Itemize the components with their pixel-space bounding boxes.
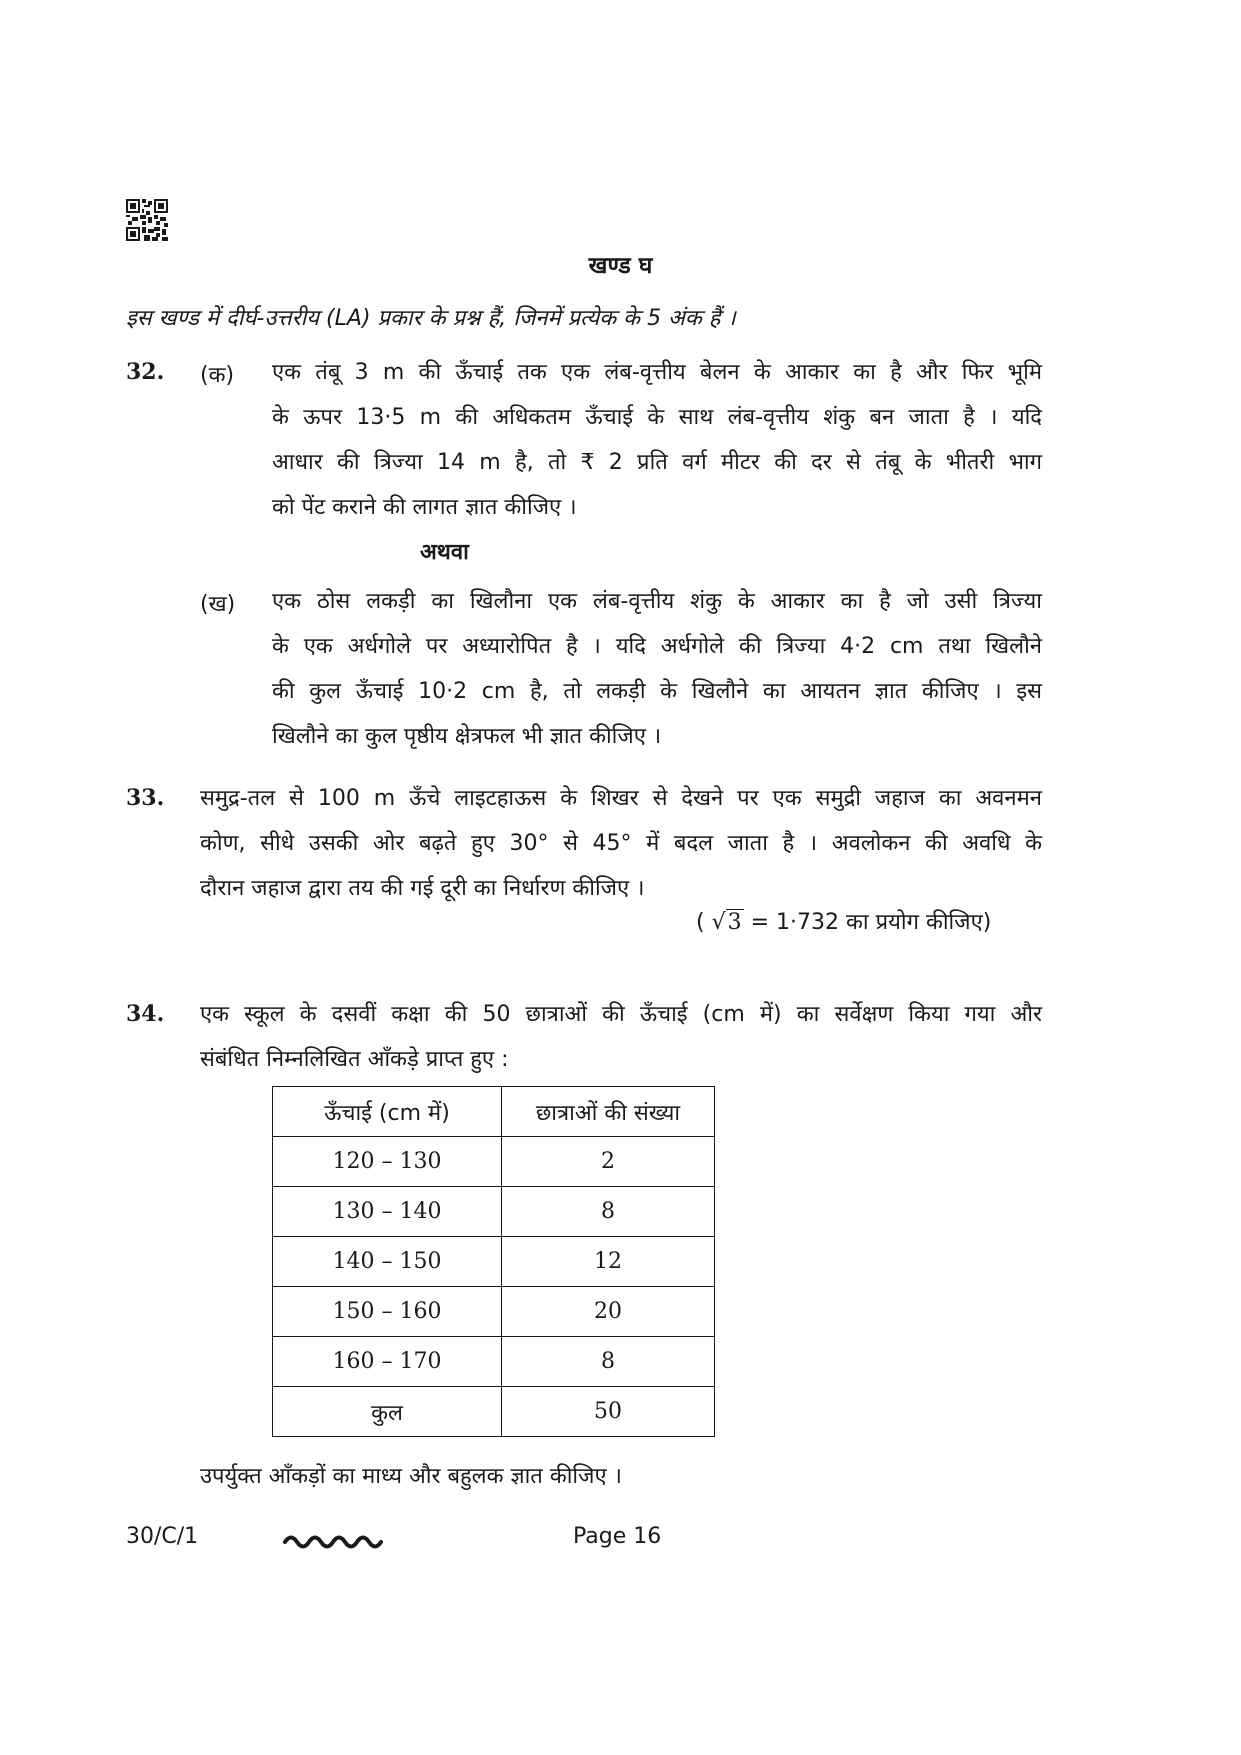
text-line: की कुल ऊँचाई 10·2 cm है, तो लकड़ी के खिलौने का आयतन ज्ञात कीजिए । इस [272, 679, 1042, 704]
table-cell: 8 [502, 1187, 715, 1237]
question-number-34: 34. [126, 1001, 165, 1027]
sqrt-expression [712, 909, 744, 935]
text-line: एक तंबू 3 m की ऊँचाई तक एक लंब-वृत्तीय बेलन के आकार का है और फिर भूमि [272, 360, 1042, 385]
q33-text [200, 776, 1042, 911]
q34-question: उपर्युक्त आँकड़ों का माध्य और बहुलक ज्ञात कीजिए । [200, 1464, 622, 1489]
text-line: को पेंट कराने की लागत ज्ञात कीजिए । [272, 495, 577, 520]
table-cell: कुल [273, 1387, 502, 1437]
q34-text [200, 992, 1042, 1082]
table-cell: 140 – 150 [273, 1237, 502, 1287]
q32-part-b-text [272, 579, 1042, 759]
text-line: संबंधित निम्नलिखित आँकड़े प्राप्त हुए : [200, 1047, 509, 1072]
text-line: के एक अर्धगोले पर अध्यारोपित है । यदि अर्धगोले की त्रिज्या 4·2 cm तथा खिलौने [272, 634, 1042, 659]
text-line: एक स्कूल के दसवीं कक्षा की 50 छात्राओं की ऊँचाई (cm में) का सर्वेक्षण किया गया और [200, 1002, 1042, 1027]
table-row [273, 1287, 715, 1337]
table-header-count: छात्राओं की संख्या [502, 1087, 715, 1137]
text-line: समुद्र-तल से 100 m ऊँचे लाइटहाऊस के शिखर से देखने पर एक समुद्री जहाज का अवनमन [200, 786, 1042, 811]
table-cell: 50 [502, 1387, 715, 1437]
table-cell: 120 – 130 [273, 1137, 502, 1187]
sqrt-symbol: √ [711, 910, 726, 935]
table-cell: 20 [502, 1287, 715, 1337]
q33-hint [696, 906, 991, 936]
table-total-row [273, 1387, 715, 1437]
height-frequency-table [272, 1086, 715, 1437]
q32-part-a-text [272, 350, 1042, 530]
question-number-33: 33. [126, 785, 165, 811]
text-line: एक ठोस लकड़ी का खिलौना एक लंब-वृत्तीय शंकु के आकार का है जो उसी त्रिज्या [272, 589, 1042, 614]
wave-ornament-icon [283, 1530, 383, 1550]
table-header-row [273, 1087, 715, 1137]
q32-part-b-label: (ख) [200, 592, 236, 617]
question-number-32: 32. [126, 359, 165, 385]
paper-code: 30/C/1 [126, 1524, 199, 1549]
table-header-height: ऊँचाई (cm में) [273, 1087, 502, 1137]
table-cell: 8 [502, 1337, 715, 1387]
or-label: अथवा [420, 540, 469, 565]
table-row [273, 1187, 715, 1237]
table-row [273, 1137, 715, 1187]
text-line: आधार की त्रिज्या 14 m है, तो ₹ 2 प्रति वर्ग मीटर की दर से तंबू के भीतरी भाग [272, 450, 1042, 475]
hint-rest: = 1·732 का प्रयोग कीजिए) [743, 910, 992, 935]
text-line: के ऊपर 13·5 m की अधिकतम ऊँचाई के साथ लंब-वृत्तीय शंकु बन जाता है । यदि [272, 405, 1042, 430]
q32-part-a-label: (क) [200, 363, 235, 388]
table-cell: 12 [502, 1237, 715, 1287]
section-title: खण्ड घ [588, 253, 653, 279]
table-cell: 130 – 140 [273, 1187, 502, 1237]
page-number: Page 16 [573, 1524, 662, 1549]
section-instruction: इस खण्ड में दीर्घ-उत्तरीय (LA) प्रकार के प्रश्न हैं, जिनमें प्रत्येक के 5 अंक हैं । [126, 306, 736, 331]
text-line: कोण, सीधे उसकी ओर बढ़ते हुए 30° से 45° में बदल जाता है । अवलोकन की अवधि के [200, 831, 1042, 856]
hint-open-paren: ( [696, 910, 705, 935]
sqrt-radicand: 3 [727, 910, 742, 935]
qr-code-icon [126, 199, 168, 241]
text-line: दौरान जहाज द्वारा तय की गई दूरी का निर्धारण कीजिए । [200, 876, 645, 901]
table-cell: 2 [502, 1137, 715, 1187]
text-line: खिलौने का कुल पृष्ठीय क्षेत्रफल भी ज्ञात कीजिए । [272, 724, 662, 749]
table-row [273, 1237, 715, 1287]
table-cell: 150 – 160 [273, 1287, 502, 1337]
table-row [273, 1337, 715, 1387]
table-cell: 160 – 170 [273, 1337, 502, 1387]
